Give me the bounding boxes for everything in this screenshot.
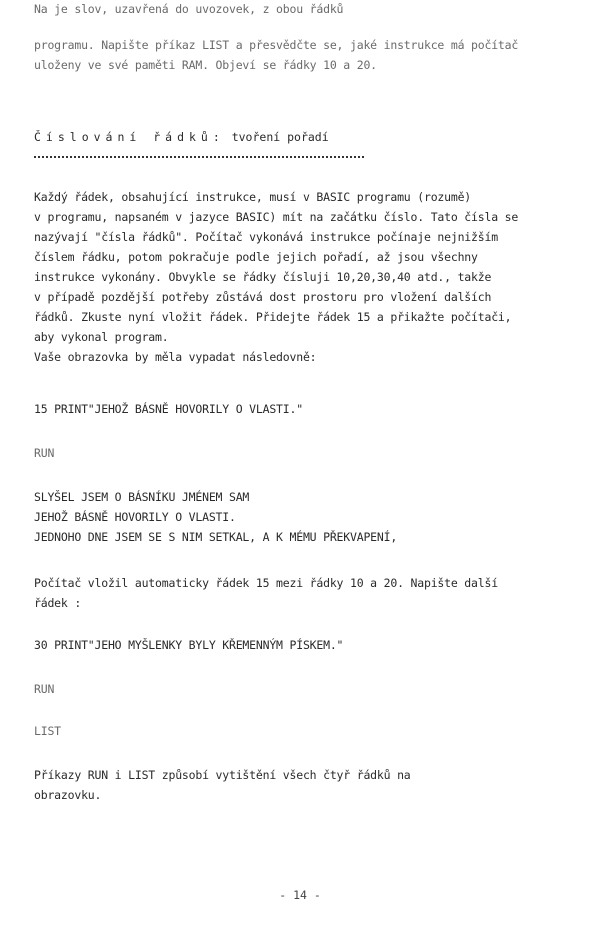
output-line: SLYŠEL JSEM O BÁSNÍKU JMÉNEM SAM xyxy=(34,490,250,504)
output-line: JEDNOHO DNE JSEM SE S NIM SETKAL, A K MÉMU PŘEKVAPENÍ, xyxy=(34,530,398,544)
text-line: v programu, napsaném v jazyce BASIC) mít na začátku číslo. Tato čísla se xyxy=(34,210,519,224)
code-line: 30 PRINT"JEHO MYŠLENKY BYLY KŘEMENNÝM PÍSKEM." xyxy=(34,638,344,652)
page-number: - 14 - xyxy=(279,888,321,902)
text-line: uloženy ve své paměti RAM. Objeví se řádky 10 a 20. xyxy=(34,58,377,72)
text-line: řádek : xyxy=(34,596,82,610)
text-line: v případě pozdější potřeby zůstává dost prostoru pro vložení dalších xyxy=(34,290,492,304)
heading-rest-text: tvoření pořadí xyxy=(224,130,329,144)
heading-spaced-text: Číslování řádků: xyxy=(34,130,225,144)
output-line: JEHOŽ BÁSNĚ HOVORILY O VLASTI. xyxy=(34,510,236,524)
text-line: nazývají "čísla řádků". Počítač vykonává instrukce počínaje nejnižším xyxy=(34,230,498,244)
list-command: LIST xyxy=(34,724,61,738)
text-line: instrukce vykonány. Obvykle se řádky čísluji 10,20,30,40 atd., takže xyxy=(34,270,492,284)
section-heading xyxy=(34,128,329,146)
text-line: programu. Napište příkaz LIST a přesvědčte se, jaké instrukce má počítač xyxy=(34,38,519,52)
run-command: RUN xyxy=(34,446,55,460)
text-line: obrazovku. xyxy=(34,788,102,802)
text-line: Na je slov, uzavřená do uvozovek, z obou řádků xyxy=(34,2,344,16)
run-command: RUN xyxy=(34,682,55,696)
text-line: Příkazy RUN i LIST způsobí vytištění všech čtyř řádků na xyxy=(34,768,411,782)
text-line: Vaše obrazovka by měla vypadat následovně: xyxy=(34,350,317,364)
heading-underline xyxy=(34,156,364,158)
code-line: 15 PRINT"JEHOŽ BÁSNĚ HOVORILY O VLASTI." xyxy=(34,402,303,416)
text-line: číslem řádku, potom pokračuje podle jejich pořadí, až jsou všechny xyxy=(34,250,478,264)
text-line: aby vykonal program. xyxy=(34,330,169,344)
text-line: řádků. Zkuste nyní vložit řádek. Přidejte řádek 15 a přikažte počítači, xyxy=(34,310,512,324)
text-line: Každý řádek, obsahující instrukce, musí v BASIC programu (rozumě) xyxy=(34,190,472,204)
text-line: Počítač vložil automaticky řádek 15 mezi řádky 10 a 20. Napište další xyxy=(34,576,498,590)
